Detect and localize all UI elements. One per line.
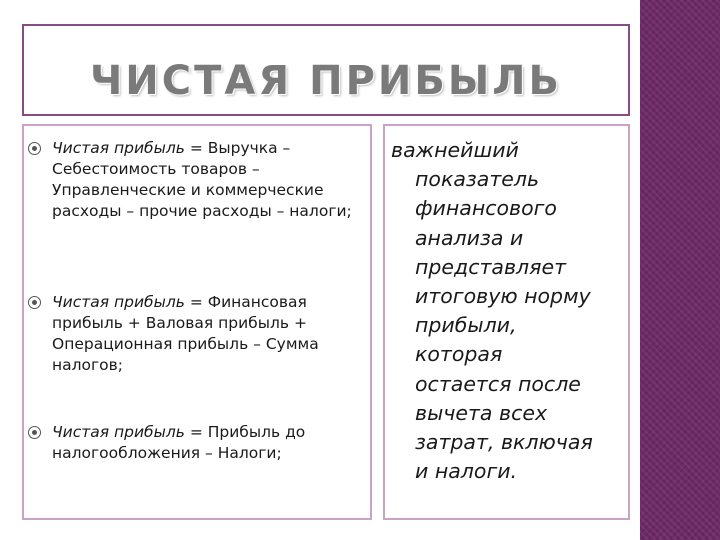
definition-line: вычета всех	[415, 400, 548, 425]
definition-line: которая	[415, 342, 503, 367]
definition-line: финансового	[415, 196, 557, 221]
definition-line: анализа и	[415, 225, 524, 250]
decorative-side-band	[640, 0, 720, 540]
definition-line: показатель	[415, 167, 540, 192]
circle-dot-icon	[28, 426, 41, 439]
definition-panel	[383, 124, 630, 520]
bullet-formula: = Финансовая прибыль + Валовая прибыль + Операционная прибыль – Сумма налогов;	[52, 293, 319, 374]
formula-bullet-2	[28, 292, 368, 376]
circle-dot-icon	[28, 296, 41, 309]
definition-line: и налоги.	[415, 459, 518, 484]
circle-dot-icon	[28, 142, 41, 155]
formula-bullet-3	[28, 422, 368, 464]
definition-line: остается после	[415, 371, 581, 396]
definition-line: затрат, включая	[415, 430, 593, 455]
bullet-term: Чистая прибыль	[52, 293, 185, 311]
formulas-panel	[22, 124, 372, 520]
definition-line: прибыли,	[415, 313, 517, 338]
definition-line: представляет	[415, 254, 567, 279]
bullet-formula: = Выручка – Себестоимость товаров – Управленческие и коммерческие расходы – прочие расходы – налоги;	[52, 139, 352, 220]
slide-title: ЧИСТАЯ ПРИБЫЛЬ	[89, 58, 563, 104]
definition-line: важнейший	[391, 138, 519, 162]
formula-bullet-1	[28, 138, 368, 222]
bullet-term: Чистая прибыль	[52, 423, 185, 441]
bullet-term: Чистая прибыль	[52, 139, 185, 157]
bullet-formula: = Прибыль до налогообложения – Налоги;	[52, 423, 306, 462]
definition-text	[391, 136, 627, 486]
definition-line: итоговую норму	[415, 284, 591, 309]
